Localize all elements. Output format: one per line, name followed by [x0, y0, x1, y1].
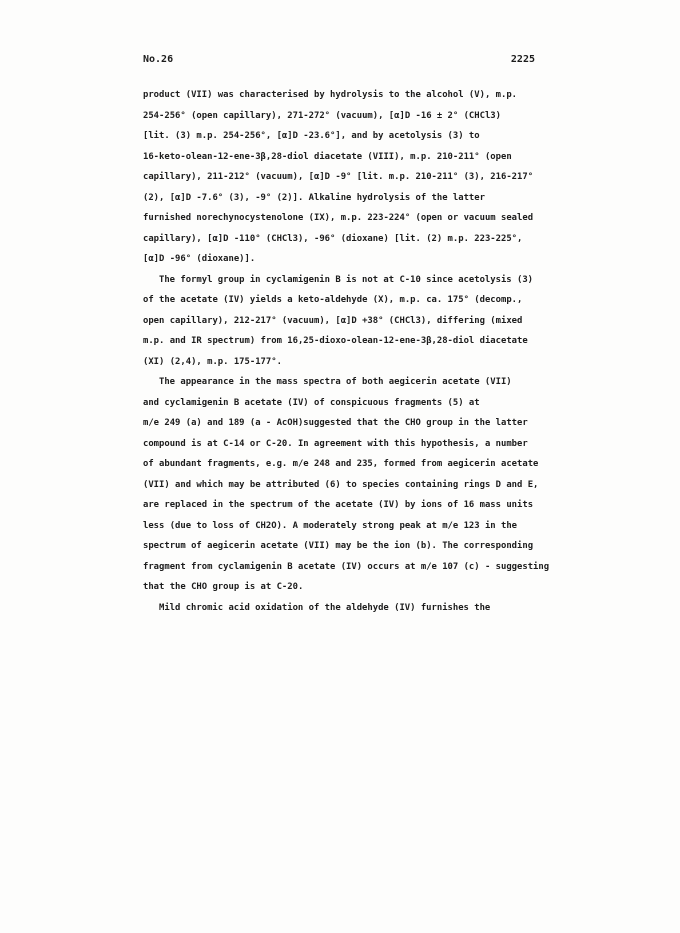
text-line: of abundant fragments, e.g. m/e 248 and 235, formed from aegicerin acetate	[143, 459, 539, 469]
text-line: that the CHO group is at C-20.	[143, 582, 304, 592]
text-line: product (VII) was characterised by hydrolysis to the alcohol (V), m.p.	[143, 90, 518, 100]
paragraph-start-line: The appearance in the mass spectra of both aegicerin acetate (VII)	[159, 377, 512, 387]
text-line: 254-256° (open capillary), 271-272° (vacuum), [α]D -16 ± 2° (CHCl3)	[143, 110, 501, 121]
text-line: [lit. (3) m.p. 254-256°, [α]D -23.6°], and by acetolysis (3) to	[143, 131, 480, 141]
text-line: capillary), 211-212° (vacuum), [α]D -9° [lit. m.p. 210-211° (3), 216-217°	[143, 172, 534, 182]
text-line: (VII) and which may be attributed (6) to species containing rings D and E,	[143, 479, 539, 490]
text-line: compound is at C-14 or C-20. In agreement with this hypothesis, a number	[143, 438, 528, 449]
text-line: fragment from cyclamigenin B acetate (IV) occurs at m/e 107 (c) - suggesting	[143, 561, 550, 572]
paragraph-start-line: The formyl group in cyclamigenin B is not at C-10 since acetolysis (3)	[159, 274, 534, 285]
text-line: of the acetate (IV) yields a keto-aldehyde (X), m.p. ca. 175° (decomp.,	[143, 295, 523, 305]
text-line: m/e 249 (a) and 189 (a - AcOH)suggested that the CHO group in the latter	[143, 418, 528, 428]
text-line: are replaced in the spectrum of the acetate (IV) by ions of 16 mass units	[143, 500, 534, 510]
paragraph-start-line: Mild chromic acid oxidation of the aldehyde (IV) furnishes the	[159, 602, 491, 613]
text-line: (XI) (2,4), m.p. 175-177°.	[143, 356, 282, 367]
journal-number: No.26	[143, 54, 174, 65]
text-line: (2), [α]D -7.6° (3), -9° (2)]. Alkaline hydrolysis of the latter	[143, 192, 485, 203]
text-line: m.p. and IR spectrum) from 16,25-dioxo-olean-12-ene-3β,28-diol diacetate	[143, 336, 528, 346]
text-line: open capillary), 212-217° (vacuum), [α]D +38° (CHCl3), differing (mixed	[143, 315, 523, 326]
text-line: spectrum of aegicerin acetate (VII) may be the ion (b). The corresponding	[143, 541, 534, 551]
text-line: less (due to loss of CH2O). A moderately strong peak at m/e 123 in the	[143, 520, 518, 531]
text-line: furnished norechynocystenolone (IX), m.p. 223-224° (open or vacuum sealed	[143, 213, 534, 223]
text-line: and cyclamigenin B acetate (IV) of conspicuous fragments (5) at	[143, 397, 480, 408]
body-text	[143, 85, 550, 618]
page-number: 2225	[510, 54, 535, 65]
text-line: [α]D -96° (dioxane)].	[143, 254, 256, 264]
text-line: 16-keto-olean-12-ene-3β,28-diol diacetate (VIII), m.p. 210-211° (open	[143, 151, 512, 162]
text-line: capillary), [α]D -110° (CHCl3), -96° (dioxane) [lit. (2) m.p. 223-225°,	[143, 233, 523, 244]
